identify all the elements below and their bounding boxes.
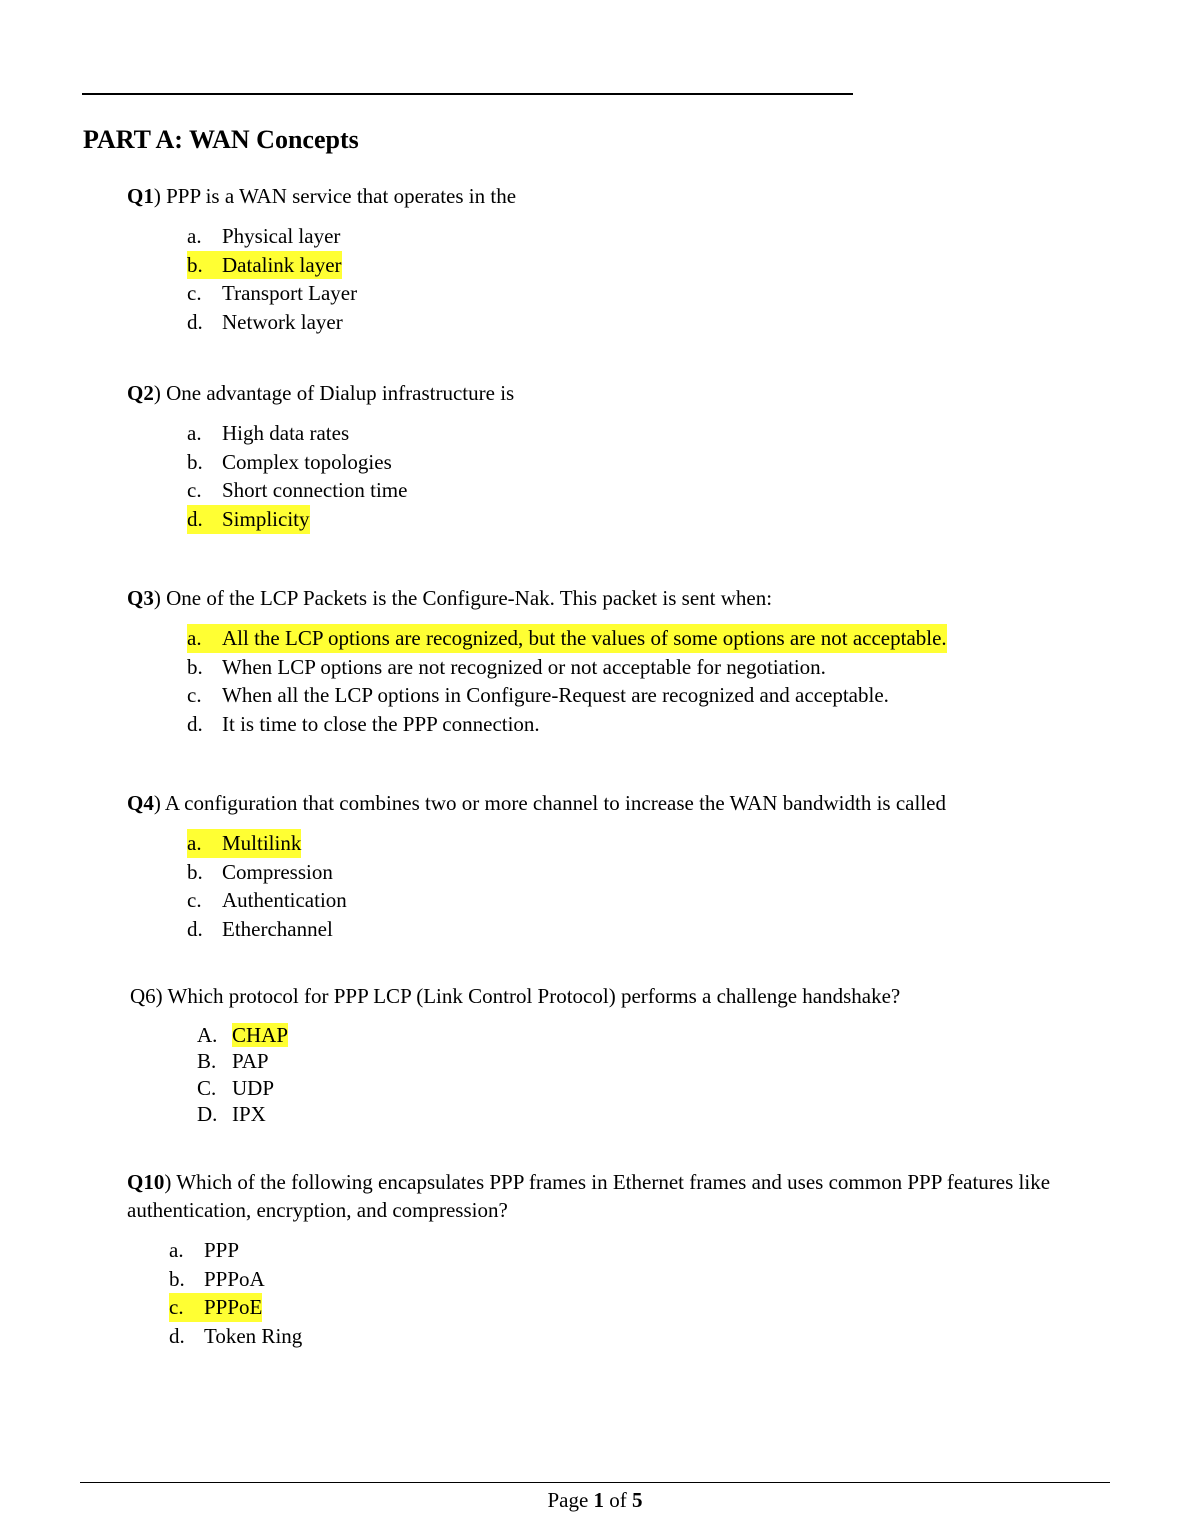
option	[197, 1075, 288, 1101]
option	[187, 681, 947, 710]
option-marker: d.	[187, 712, 203, 737]
option-text: Physical layer	[222, 224, 341, 248]
option-marker: d.	[187, 917, 203, 942]
option-marker: a.	[187, 421, 202, 445]
option-text: When all the LCP options in Configure-Request are recognized and acceptable.	[222, 683, 889, 708]
options-q1	[187, 222, 357, 337]
option-text: PAP	[232, 1049, 269, 1074]
option-text-highlighted: CHAP	[232, 1023, 289, 1047]
footer-middle: of	[604, 1488, 633, 1512]
option-marker: b.	[187, 252, 203, 277]
option-text: PPPoA	[204, 1266, 265, 1291]
option-text: Simplicity	[222, 507, 310, 532]
option-text: Short connection time	[222, 478, 408, 503]
option-marker: b.	[187, 449, 203, 474]
option-text: When LCP options are not recognized or not acceptable for negotiation.	[222, 654, 826, 679]
option-marker: A.	[197, 1023, 218, 1047]
option	[197, 1022, 288, 1048]
option-marker: d.	[187, 507, 203, 532]
option-highlighted	[169, 1293, 302, 1322]
option-text: PPP	[204, 1238, 240, 1262]
option-marker: C.	[197, 1075, 217, 1100]
option-text: PPPoE	[204, 1295, 263, 1320]
option-text: Compression	[222, 859, 333, 884]
option-text: Etherchannel	[222, 917, 333, 942]
option	[187, 653, 947, 682]
option-highlighted	[187, 251, 357, 280]
option-marker: B.	[197, 1049, 217, 1074]
question-number: Q4	[127, 791, 154, 815]
footer-rule	[80, 1482, 1110, 1483]
option	[187, 886, 347, 915]
option	[187, 308, 357, 337]
question-text: Q6) Which protocol for PPP LCP (Link Control Protocol) performs a challenge handshake?	[130, 984, 901, 1008]
option-text: UDP	[232, 1075, 275, 1100]
option-marker: a.	[169, 1238, 184, 1262]
question-3	[127, 584, 772, 612]
option	[169, 1236, 302, 1265]
option	[197, 1101, 288, 1127]
option-marker: b.	[187, 654, 203, 679]
option-marker: a.	[187, 224, 202, 248]
option	[187, 858, 347, 887]
option-marker: c.	[169, 1295, 184, 1320]
option	[169, 1322, 302, 1351]
option-marker: b.	[169, 1266, 185, 1291]
options-q10	[169, 1236, 302, 1351]
option-marker: D.	[197, 1101, 218, 1126]
option-highlighted	[187, 624, 947, 653]
option-text: It is time to close the PPP connection.	[222, 712, 540, 737]
option-marker: b.	[187, 859, 203, 884]
question-1	[127, 182, 516, 210]
top-rule	[82, 93, 853, 95]
option-marker: a.	[187, 626, 202, 650]
page-footer	[0, 1486, 1190, 1514]
option-text: Complex topologies	[222, 449, 392, 474]
option-marker: d.	[169, 1324, 185, 1349]
option-marker: c.	[187, 281, 202, 306]
question-2	[127, 379, 514, 407]
option-text: IPX	[232, 1101, 266, 1126]
option	[187, 915, 347, 944]
option-highlighted	[187, 505, 407, 534]
option-text: Multilink	[222, 831, 302, 855]
option	[187, 710, 947, 739]
option	[187, 419, 407, 448]
option-text: Token Ring	[204, 1324, 303, 1349]
question-number: Q1	[127, 184, 154, 208]
question-text: ) One advantage of Dialup infrastructure is	[153, 381, 515, 405]
option-marker: c.	[187, 683, 202, 708]
option-text: Network layer	[222, 310, 343, 335]
question-6	[130, 982, 900, 1010]
option-text: Transport Layer	[222, 281, 358, 306]
question-number: Q2	[127, 381, 154, 405]
question-4	[127, 789, 946, 817]
question-number: Q3	[127, 586, 154, 610]
option-text: Datalink layer	[222, 252, 342, 277]
question-text: ) A configuration that combines two or more channel to increase the WAN bandwidth is called	[153, 791, 946, 815]
option	[187, 476, 407, 505]
page-current: 1	[593, 1488, 605, 1512]
options-q4	[187, 829, 347, 944]
option-highlighted	[187, 829, 347, 858]
page-total: 5	[632, 1488, 643, 1512]
option-text: All the LCP options are recognized, but the values of some options are not acceptable.	[222, 626, 947, 650]
question-number: Q10	[127, 1170, 165, 1194]
option-marker: c.	[187, 478, 202, 503]
option-marker: a.	[187, 831, 202, 855]
question-text: ) PPP is a WAN service that operates in the	[153, 184, 517, 208]
footer-prefix: Page	[547, 1488, 594, 1512]
question-text: ) One of the LCP Packets is the Configure-Nak. This packet is sent when:	[153, 586, 773, 610]
options-q2	[187, 419, 407, 534]
question-10	[127, 1168, 1057, 1224]
option	[187, 279, 357, 308]
option-text: High data rates	[222, 421, 350, 445]
options-q3	[187, 624, 947, 739]
question-text: ) Which of the following encapsulates PPP frames in Ethernet frames and uses common PPP features like authentication, encryption, and compression?	[127, 1170, 1051, 1222]
option	[187, 222, 357, 251]
option-marker: c.	[187, 888, 202, 913]
option	[169, 1265, 302, 1294]
options-q6	[197, 1022, 288, 1127]
option-text: Authentication	[222, 888, 347, 913]
option-marker: d.	[187, 310, 203, 335]
option	[187, 448, 407, 477]
option	[197, 1048, 288, 1074]
section-heading: PART A: WAN Concepts	[83, 125, 359, 154]
